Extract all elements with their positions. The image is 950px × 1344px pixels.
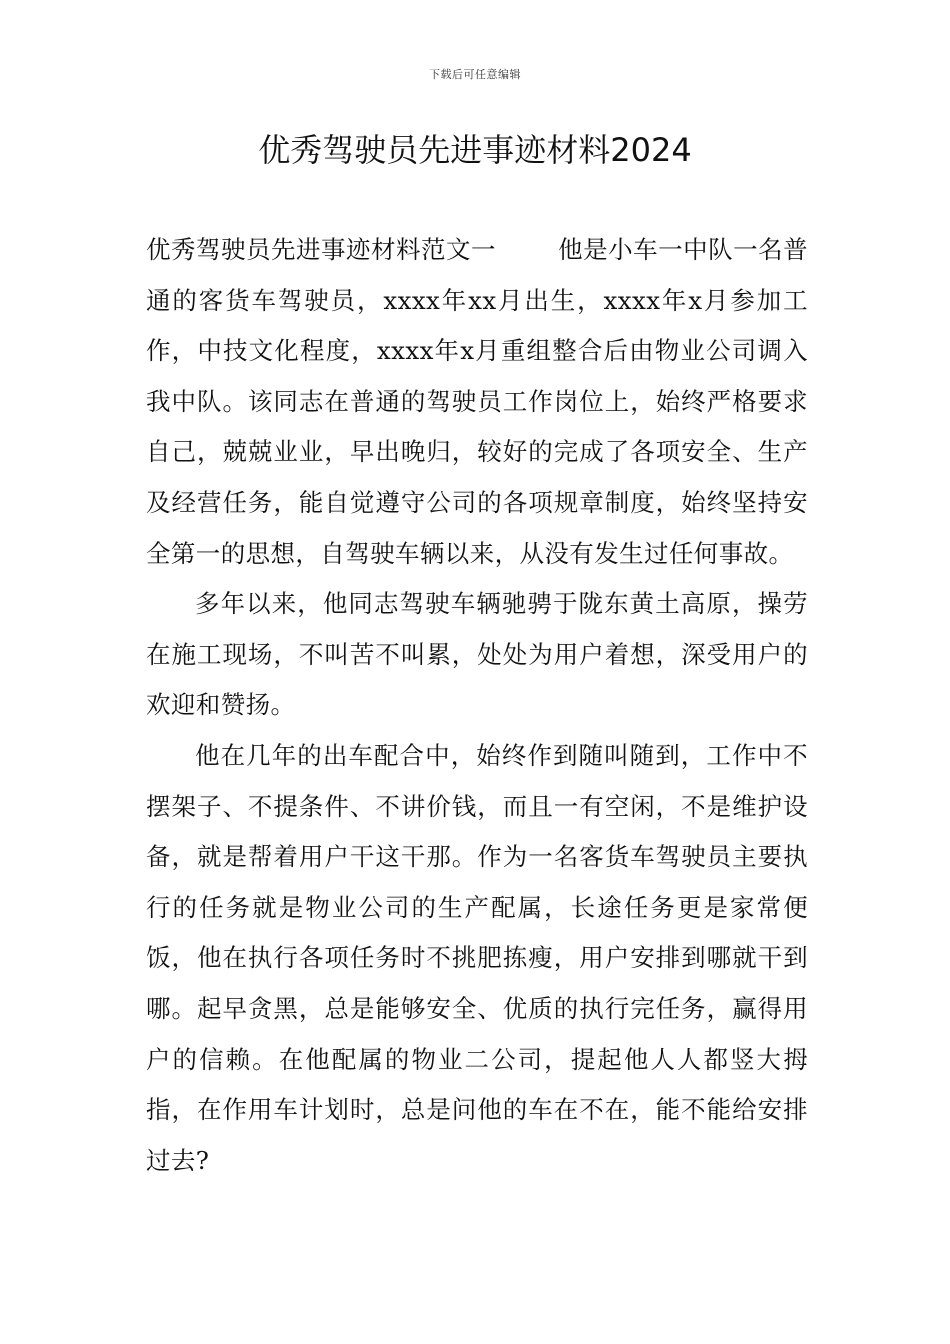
intro-heading: 优秀驾驶员先进事迹材料范文一 — [146, 235, 496, 264]
header-note: 下载后可任意编辑 — [429, 68, 521, 81]
paragraph-3: 他在几年的出车配合中，始终作到随叫随到，工作中不摆架子、不提条件、不讲价钱，而且一有空闲，不是维护设备，就是帮着用户干这干那。作为一名客货车驾驶员主要执行的任务就是物业公司的生产配属，长途任务更是家常便饭，他在执行各项任务时不挑肥拣瘦，用户安排到哪就干到哪。起早贪黑，总是能够安全、优质的执行完任务，赢得用户的信赖。在他配属的物业二公司，提起他人人都竖大拇指，在作用车计划时，总是问他的车在不在，能不能给安排过去? — [146, 740, 808, 1175]
paragraph-2: 多年以来，他同志驾驶车辆驰骋于陇东黄土高原，操劳在施工现场，不叫苦不叫累，处处为用户着想，深受用户的欢迎和赞扬。 — [146, 589, 808, 720]
paragraph-1-text: 他是小车一中队一名普通的客货车驾驶员，xxxx年xx月出生，xxxx年x月参加工作，中技文化程度，xxxx年x月重组整合后由物业公司调入我中队。该同志在普通的驾驶员工作岗位上，始终严格要求自己，兢兢业业，早出晚归，较好的完成了各项安全、生产及经营任务，能自觉遵守公司的各项规章制度，始终坚持安全第一的思想，自驾驶车辆以来，从没有发生过任何事故。 — [146, 235, 808, 568]
paragraph-1 — [146, 225, 808, 579]
document-title: 优秀驾驶员先进事迹材料2024 — [258, 131, 692, 169]
document-body — [146, 225, 808, 1186]
